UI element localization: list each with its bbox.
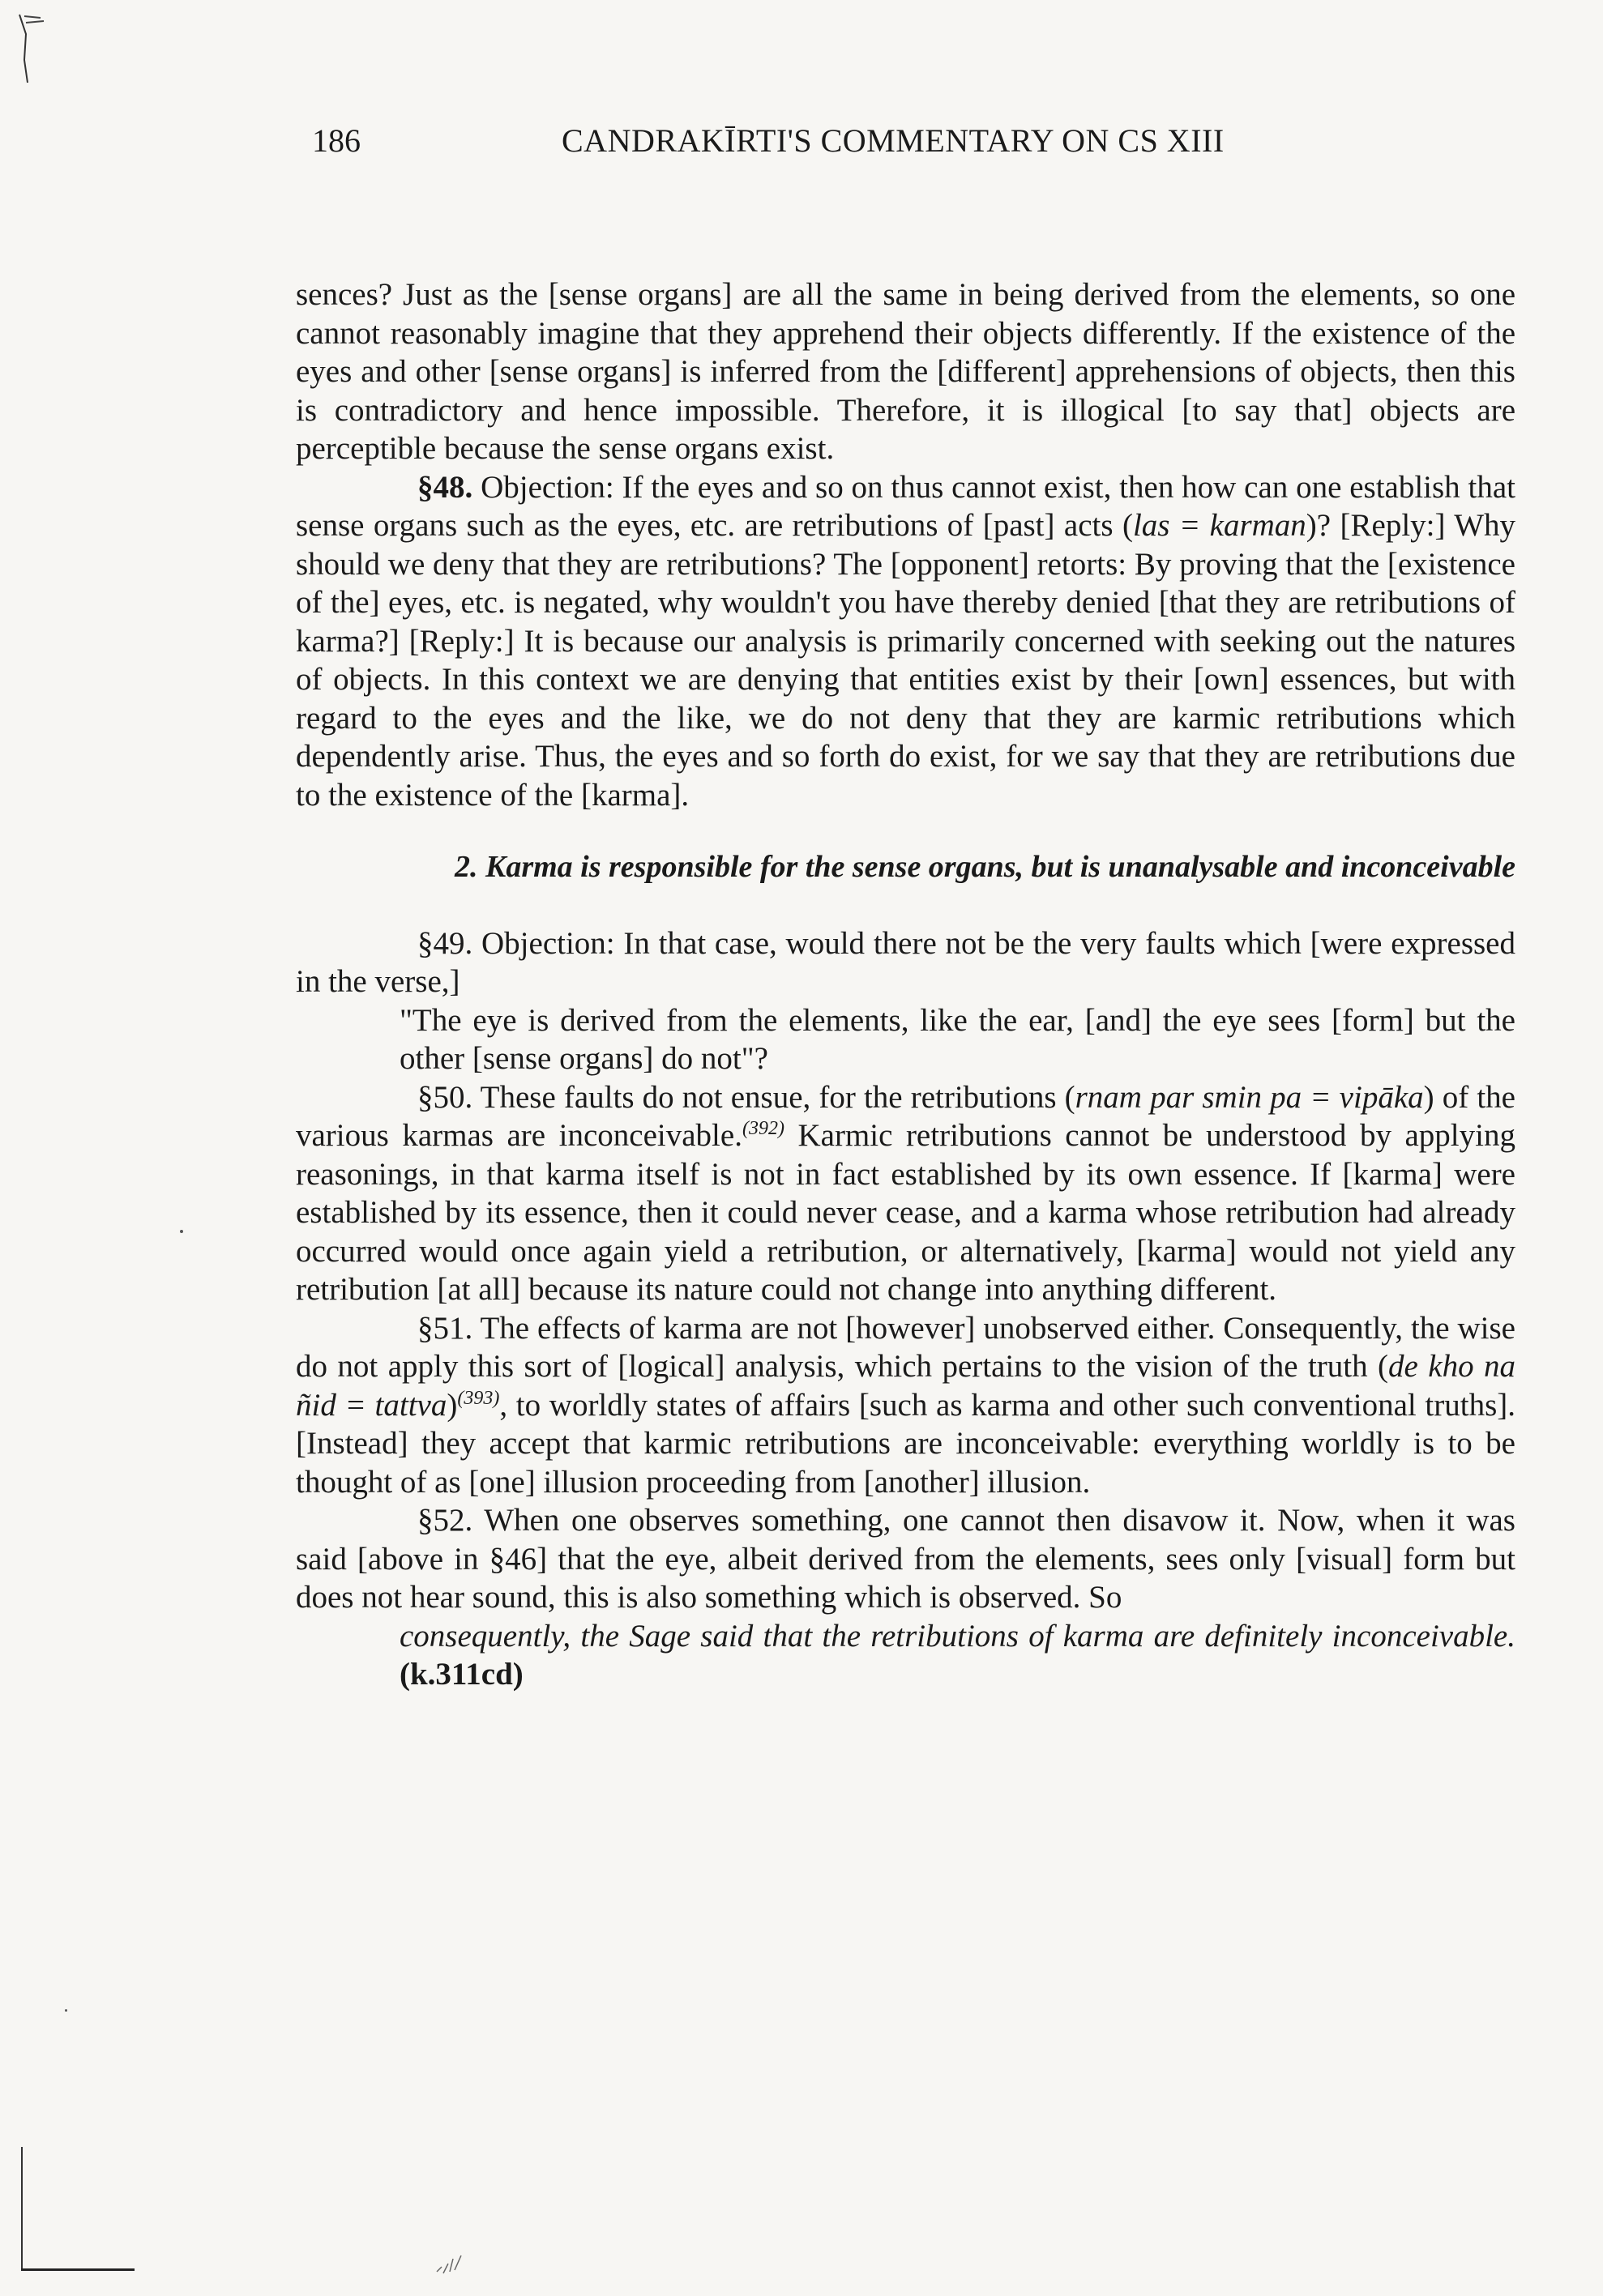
body-text: [296, 275, 1515, 1694]
footnote-marker[interactable]: (392): [742, 1118, 784, 1139]
root-verse-quote: [296, 1617, 1515, 1694]
section-number: §50.: [417, 1079, 473, 1115]
section-number: §48.: [417, 469, 473, 505]
paragraph-text: Objection: In that case, would there not be the very faults which [were expressed in the verse,]: [296, 925, 1515, 999]
scan-line-vertical: [21, 2147, 23, 2268]
paragraph-text: )? [Reply:] Why should we deny that they are retributions? The [opponent] retorts: By proving that the [existence of the] eyes, etc. is negated, why wouldn't you have thereby denied [that they are retributions of karma?] [Reply:] It is because our analysis is primarily concerned with seeking out the natures of objects. In this context we are denying that entities exist by their [own] essences, but with regard to the eyes and the like, we do not deny that they are karmic retributions which dependently arise. Thus, the eyes and so forth do exist, for we say that they are retributions due to the existence of the [karma].: [296, 508, 1516, 813]
paragraph-text: ) of the various karmas are inconceivable.: [296, 1079, 1515, 1153]
paragraph-text: Objection: If the eyes and so on thus cannot exist, then how can one establish that sense organs such as the eyes, etc. are retributions of [past] acts (: [296, 469, 1515, 543]
paragraph-continued: sences? Just as the [sense organs] are all the same in being derived from the elements, so one cannot reasonably imagine that they apprehend their objects differently. If the existence of the eyes and other [sense organs] is inferred from the [different] apprehensions of objects, then this is contradictory and hence impossible. Therefore, it is illogical [to say that] objects are perceptible because the sense organs exist.: [296, 277, 1515, 466]
page-header: [312, 122, 1528, 170]
paragraph-48: [296, 468, 1515, 815]
verse-reference: (k.311cd): [400, 1657, 524, 1692]
paragraph-51: [296, 1309, 1515, 1502]
scan-mark-bottom: [15, 2147, 136, 2277]
paragraph-text: Karmic retributions cannot be understood by applying reasonings, in that karma itself is not in fact established by its own essence. If [karma] were established by its essence, then it could never cease, and a karma whose retribution had already occurred would once again yield a retribution, or alternatively, [karma] would not yield any retribution [at all] because its nature could not change into anything different.: [296, 1118, 1515, 1307]
quote-italic: consequently, the Sage said that the retributions of karma are definitely inconceivable.: [400, 1618, 1515, 1654]
scan-smudge: [434, 2252, 466, 2277]
term-italic: rnam par smin pa = vipāka: [1075, 1079, 1424, 1115]
section-number: §49.: [417, 925, 473, 961]
paragraph-text: When one observes something, one cannot then disavow it. Now, when it was said [above in §46] that the eye, albeit derived from the elements, sees only [visual] form but does not hear sound, this is also something which is observed. So: [296, 1503, 1515, 1615]
section-heading: 2. Karma is responsible for the sense organs, but is unanalysable and inconceivable: [454, 850, 1515, 884]
scan-speck: [65, 2009, 67, 2012]
paragraph-text: These faults do not ensue, for the retributions (: [472, 1079, 1075, 1115]
scan-mark-top: [16, 11, 49, 84]
section-number: §52.: [417, 1503, 473, 1538]
paragraph-52: [296, 1501, 1515, 1617]
scan-speck: [180, 1230, 183, 1233]
running-head: CANDRAKĪRTI'S COMMENTARY ON CS XIII: [562, 122, 1225, 159]
page-number: 186: [312, 122, 361, 159]
verse-quote: "The eye is derived from the elements, like the ear, [and] the eye sees [form] but the other [sense organs] do not"?: [400, 1002, 1515, 1076]
term-italic: de kho na ñid = tattva: [296, 1349, 1516, 1423]
scan-line-horizontal: [21, 2268, 135, 2271]
term-italic: las = karman: [1132, 508, 1306, 543]
paragraph-50: [296, 1078, 1515, 1309]
paragraph-49: [296, 924, 1515, 1001]
paragraph-text: ): [447, 1387, 458, 1423]
paragraph-text: The effects of karma are not [however] unobserved either. Consequently, the wise do not apply this sort of [logical] analysis, which pertains to the vision of the truth (: [296, 1310, 1515, 1384]
section-number: §51.: [417, 1310, 473, 1346]
footnote-marker[interactable]: (393): [457, 1387, 500, 1409]
paragraph-text: , to worldly states of affairs [such as karma and other such conventional truths]. [Instead] they accept that karmic retributions are inconceivable: everything worldly is to be thought of as [one] illusion proceeding from [another] illusion.: [296, 1387, 1515, 1500]
